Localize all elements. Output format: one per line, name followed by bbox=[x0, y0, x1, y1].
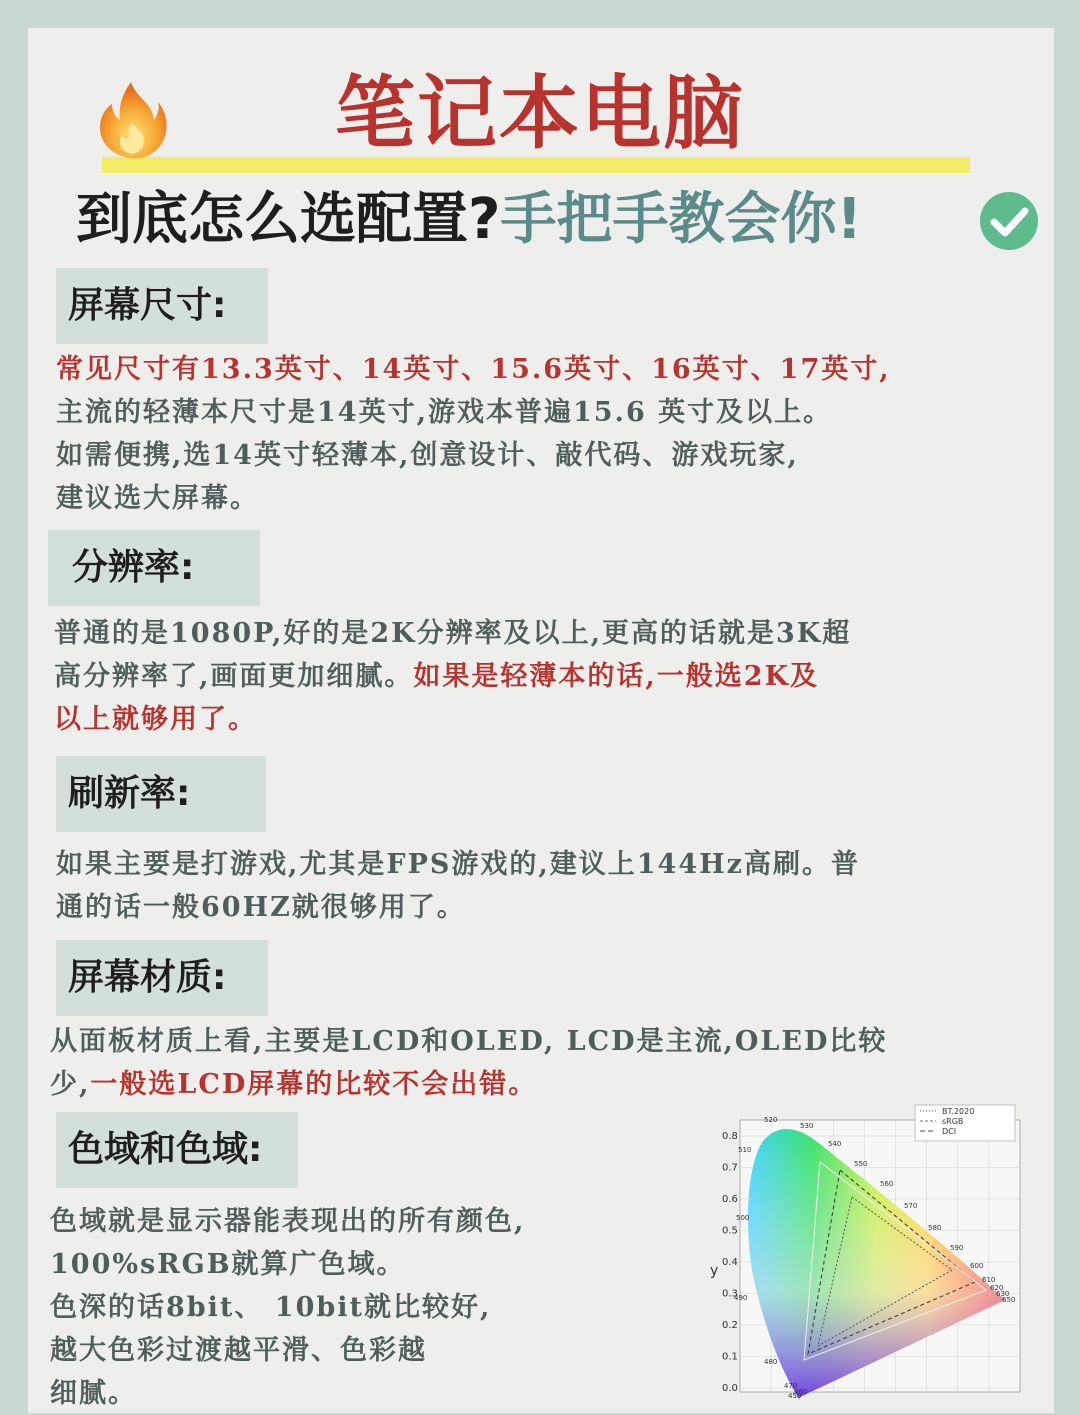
page-subtitle bbox=[76, 184, 1076, 256]
wavelength-label: 500 bbox=[736, 1214, 750, 1222]
resolution-line-3: 以上就够用了。 bbox=[54, 704, 257, 735]
check-circle-icon bbox=[978, 190, 1040, 252]
wavelength-label: 530 bbox=[800, 1122, 814, 1130]
wavelength-label: 600 bbox=[970, 1262, 984, 1270]
size-line-1: 常见尺寸有13.3英寸、14英寸、15.6英寸、16英寸、17英寸, bbox=[56, 354, 891, 385]
material-line-2b: 一般选LCD屏幕的比较不会出错。 bbox=[90, 1069, 538, 1100]
gamut-line-2: 100%sRGB就算广色域。 bbox=[50, 1249, 406, 1280]
wavelength-label: 470 bbox=[784, 1382, 798, 1390]
refresh-line-1: 如果主要是打游戏,尤其是FPS游戏的,建议上144Hz高刷。普 bbox=[56, 849, 860, 880]
resolution-line-2 bbox=[54, 655, 819, 698]
size-line-4: 建议选大屏幕。 bbox=[56, 483, 259, 514]
wavelength-label: 610 bbox=[982, 1276, 996, 1284]
section-label-resolution: 分辨率: bbox=[48, 530, 260, 606]
wavelength-label: 630 bbox=[996, 1290, 1010, 1298]
y-tick-label: 0.2 bbox=[722, 1320, 738, 1331]
section-label-screen-size: 屏幕尺寸: bbox=[56, 268, 268, 344]
wavelength-label: 450 bbox=[788, 1392, 802, 1400]
resolution-line-1: 普通的是1080P,好的是2K分辨率及以上,更高的话就是3K超 bbox=[54, 618, 852, 649]
resolution-line-2b: 如果是轻薄本的话,一般选2K及 bbox=[413, 661, 820, 692]
gamut-line-4: 越大色彩过渡越平滑、色彩越 bbox=[50, 1335, 427, 1366]
legend-entry: sRGB bbox=[942, 1117, 964, 1126]
material-line-2 bbox=[50, 1063, 537, 1106]
gamut-line-3: 色深的话8bit、 10bit就比较好, bbox=[50, 1292, 492, 1323]
legend-entry: BT.2020 bbox=[942, 1107, 975, 1116]
wavelength-label: 460 bbox=[794, 1388, 808, 1396]
page-title: 笔记本电脑 bbox=[335, 67, 745, 160]
cie-gamut-chart bbox=[700, 1100, 1030, 1400]
y-tick-label: 0.6 bbox=[722, 1194, 738, 1205]
section-label-panel-material: 屏幕材质: bbox=[56, 940, 268, 1016]
gamut-line-5: 细腻。 bbox=[50, 1378, 137, 1409]
y-tick-label: 0.7 bbox=[722, 1162, 738, 1174]
size-line-3: 如需便携,选14英寸轻薄本,创意设计、敲代码、游戏玩家, bbox=[56, 440, 799, 471]
wavelength-label: 550 bbox=[854, 1160, 868, 1168]
size-line-2: 主流的轻薄本尺寸是14英寸,游戏本普遍15.6 英寸及以上。 bbox=[56, 397, 833, 428]
y-tick-label: 0.3 bbox=[722, 1288, 738, 1300]
y-tick-label: 0.1 bbox=[722, 1351, 738, 1363]
wavelength-label: 650 bbox=[1002, 1296, 1016, 1304]
wavelength-label: 540 bbox=[828, 1140, 842, 1148]
resolution-line-2a: 高分辨率了,画面更加细腻。 bbox=[54, 661, 414, 692]
y-tick-label: 0.4 bbox=[722, 1257, 738, 1268]
wavelength-label: 570 bbox=[904, 1202, 918, 1210]
wavelength-label: 620 bbox=[990, 1284, 1004, 1292]
wavelength-label: 490 bbox=[734, 1294, 748, 1302]
y-tick-label: 0.0 bbox=[722, 1383, 738, 1394]
section-label-color-gamut: 色域和色域: bbox=[56, 1112, 298, 1188]
subtitle-answer: 手把手教会你! bbox=[500, 187, 863, 252]
wavelength-label: 510 bbox=[738, 1146, 752, 1154]
wavelength-label: 520 bbox=[764, 1116, 778, 1124]
gamut-line-1: 色域就是显示器能表现出的所有颜色, bbox=[50, 1206, 526, 1237]
y-tick-label: 0.5 bbox=[722, 1225, 738, 1237]
wavelength-label: 590 bbox=[950, 1244, 964, 1252]
y-tick-label: 0.8 bbox=[722, 1131, 738, 1142]
material-line-1: 从面板材质上看,主要是LCD和OLED, LCD是主流,OLED比较 bbox=[50, 1026, 888, 1057]
wavelength-label: 580 bbox=[928, 1224, 942, 1232]
subtitle-question: 到底怎么选配置? bbox=[76, 187, 501, 252]
wavelength-label: 560 bbox=[880, 1180, 894, 1188]
wavelength-label: 480 bbox=[764, 1358, 778, 1366]
chart-ylabel: y bbox=[710, 1263, 719, 1279]
refresh-line-2: 通的话一般60HZ就很够用了。 bbox=[56, 892, 466, 923]
legend-entry: DCI bbox=[942, 1127, 957, 1136]
section-label-refresh-rate: 刷新率: bbox=[56, 756, 266, 832]
material-line-2a: 少, bbox=[50, 1069, 91, 1100]
fire-icon bbox=[92, 78, 170, 160]
